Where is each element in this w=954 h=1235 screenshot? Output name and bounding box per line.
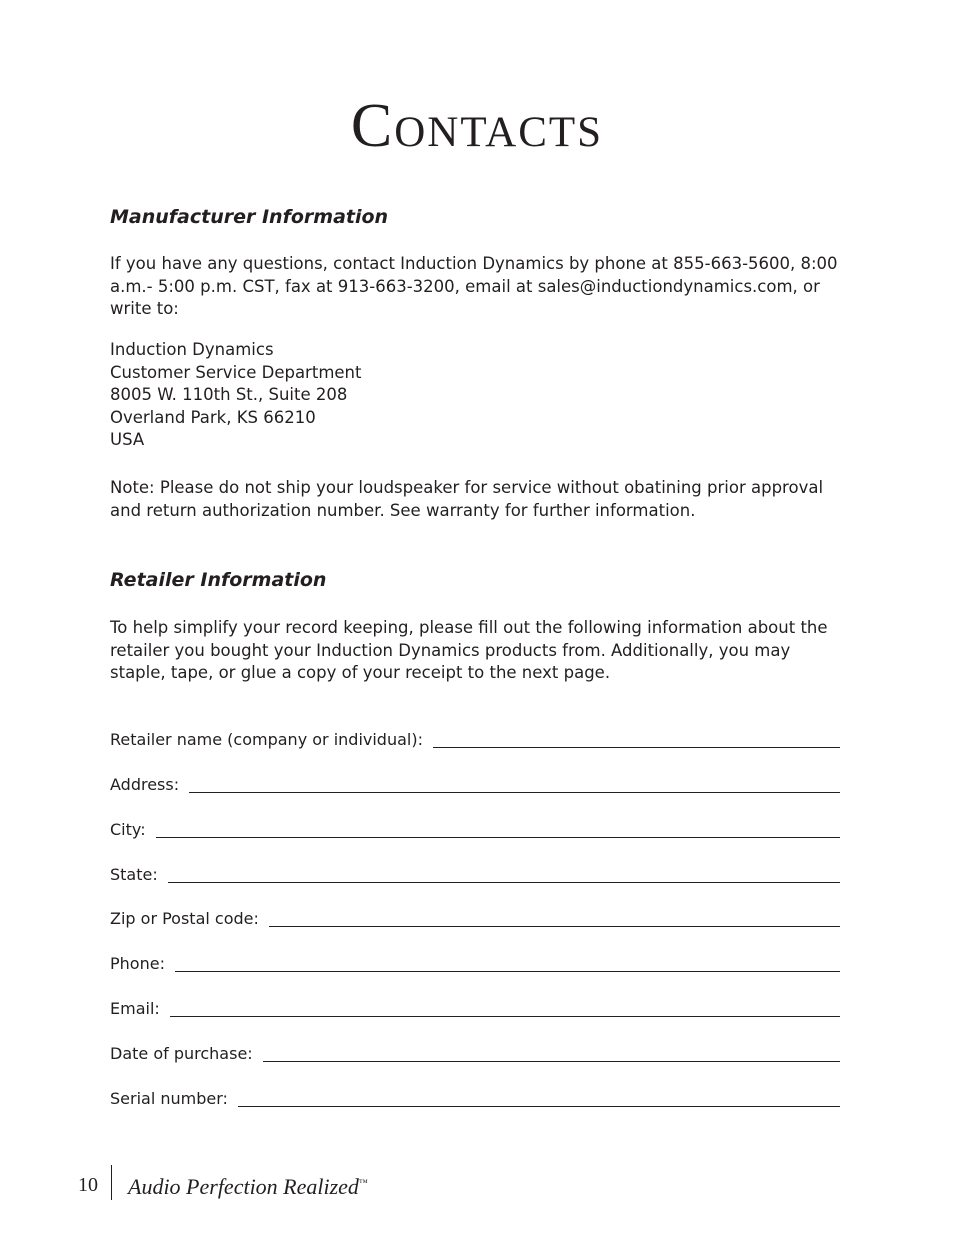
field-label: Serial number: — [110, 1089, 228, 1108]
write-in-line[interactable] — [170, 1015, 840, 1017]
field-label: Address: — [110, 775, 180, 794]
field-label: State: — [110, 865, 158, 884]
field-label: Retailer name (company or individual): — [110, 730, 423, 749]
address-line: Customer Service Department — [110, 362, 362, 382]
field-label: Date of purchase: — [110, 1044, 253, 1063]
tagline-text: Audio Perfection Realized — [128, 1174, 359, 1199]
address-line: Induction Dynamics — [110, 340, 274, 359]
page-number: 10 — [78, 1174, 98, 1196]
retailer-name-field — [110, 726, 840, 750]
address-field — [110, 771, 840, 795]
retailer-intro: To help simplify your record keeping, please fill out the following information about the retailer you bought your Induction Dynamics products from. Additionally, you may staple, tape, or glue a copy of your receipt to the next page. — [110, 618, 828, 682]
write-in-line[interactable] — [263, 1060, 840, 1062]
state-field — [110, 861, 840, 885]
address-line: USA — [110, 430, 145, 449]
field-label: Email: — [110, 999, 160, 1018]
serial-number-field — [110, 1085, 840, 1109]
mailing-address — [110, 339, 361, 452]
footer-divider — [111, 1165, 112, 1200]
field-label: Phone: — [110, 954, 165, 973]
write-in-line[interactable] — [433, 746, 840, 748]
purchase-date-field — [110, 1040, 840, 1064]
zip-field — [110, 905, 840, 929]
page-title: Contacts — [350, 92, 604, 160]
retailer-heading: Retailer Information — [110, 569, 327, 591]
footer-tagline — [128, 1174, 368, 1200]
address-line: 8005 W. 110th St., Suite 208 — [110, 385, 348, 404]
write-in-line[interactable] — [189, 791, 840, 793]
trademark-symbol: ™ — [358, 1177, 368, 1188]
email-field — [110, 995, 840, 1019]
shipping-note: Note: Please do not ship your loudspeaker for service without obatining prior approval and return authorization number. See warranty for further information. — [110, 478, 824, 520]
field-label: Zip or Postal code: — [110, 909, 259, 928]
write-in-line[interactable] — [156, 836, 840, 838]
phone-field — [110, 950, 840, 974]
write-in-line[interactable] — [175, 970, 840, 972]
write-in-line[interactable] — [238, 1105, 840, 1107]
manufacturer-intro: If you have any questions, contact Induction Dynamics by phone at 855-663-5600, 8:00 a.m.- 5:00 p.m. CST, fax at 913-663-3200, email at sales@inductiondynamics.com, or write to: — [110, 254, 838, 318]
city-field — [110, 816, 840, 840]
field-label: City: — [110, 820, 146, 839]
write-in-line[interactable] — [168, 881, 840, 883]
manufacturer-heading: Manufacturer Information — [110, 206, 389, 228]
write-in-line[interactable] — [269, 925, 840, 927]
address-line: Overland Park, KS 66210 — [110, 407, 316, 427]
